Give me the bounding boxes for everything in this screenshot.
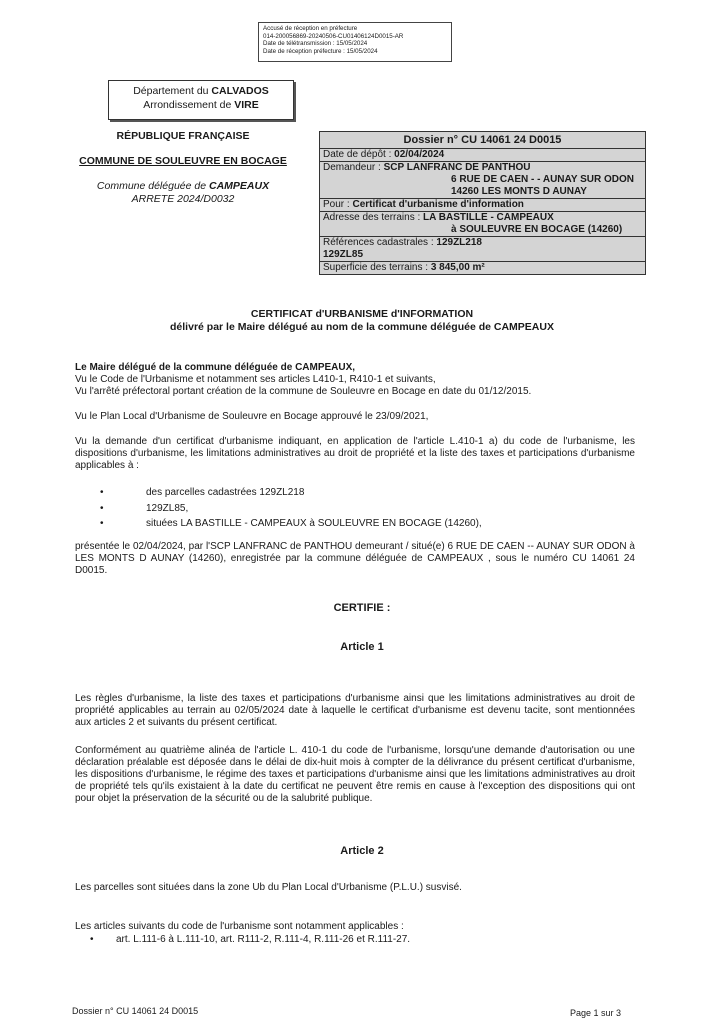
- vu-line: Vu le Code de l'Urbanisme et notamment ses articles L410-1, R410-1 et suivants,: [75, 374, 436, 385]
- dossier-superficie: Superficie des terrains : 3 845,00 m²: [320, 261, 645, 274]
- bullet-item: 129ZL85,: [146, 503, 189, 514]
- dossier-title: Dossier n° CU 14061 24 D0015: [403, 134, 562, 146]
- dossier-references: Références cadastrales : 129ZL218 129ZL85: [320, 236, 645, 261]
- reception-stamp: [258, 22, 452, 62]
- commune-heading: COMMUNE DE SOULEUVRE EN BOCAGE: [79, 155, 287, 167]
- certificate-title: CERTIFICAT d'URBANISME d'INFORMATION délivré par le Maire délégué au nom de la commune déléguée de CAMPEAUX: [170, 308, 554, 333]
- vu-demande: Vu la demande d'un certificat d'urbanisme indiquant, en application de l'article L.410-1 a) du code de l'urbanisme, les dispositions d'urbanisme, les limitations administratives au droit de propriété et la liste des taxes et participations d'urbanisme applicables à :: [75, 436, 635, 471]
- department-line: Département du CALVADOS: [133, 85, 269, 97]
- presentee-paragraph: présentée le 02/04/2024, par l'SCP LANFRANC de PANTHOU demeurant / situé(e) 6 RUE DE CAEN -- AUNAY SUR ODON à LES MONTS D AUNAY (14260), enregistrée par la commune déléguée de CAMPEAUX , sous le numéro CU 14061 24 D0015.: [75, 541, 635, 576]
- dossier-adresse: Adresse des terrains : LA BASTILLE - CAMPEAUX à SOULEUVRE EN BOCAGE (14260): [320, 211, 645, 236]
- bullet-dot: •: [100, 518, 104, 529]
- article-2-paragraph-1: Les parcelles sont situées dans la zone Ub du Plan Local d'Urbanisme (P.L.U.) susvisé.: [75, 882, 462, 893]
- dossier-demandeur: Demandeur : SCP LANFRANC DE PANTHOU 6 RUE DE CAEN - - AUNAY SUR ODON 14260 LES MONTS D AUNAY: [320, 161, 645, 198]
- vu-plu: Vu le Plan Local d'Urbanisme de Souleuvre en Bocage approuvé le 23/09/2021,: [75, 411, 429, 422]
- dossier-box: [319, 131, 646, 275]
- article-1-heading: Article 1: [340, 641, 384, 653]
- arrete-number: ARRETE 2024/D0032: [131, 193, 235, 205]
- certifie-heading: CERTIFIE :: [333, 602, 391, 614]
- article-1-paragraph-1: Les règles d'urbanisme, la liste des taxes et participations d'urbanisme ainsi que les limitations administratives au droit de propriété applicables au terrain au 02/05/2024 date à laquelle le certificat d'urbanisme est devenu tacite, sont mentionnées aux articles 2 et suivants du présent certificat.: [75, 693, 635, 728]
- article-2-heading: Article 2: [340, 845, 384, 857]
- stamp-line: 014-200056869-20240506-CU01406124D0015-AR: [263, 32, 404, 40]
- article-2-paragraph-2: Les articles suivants du code de l'urbanisme sont notamment applicables :: [75, 921, 404, 932]
- stamp-line: Date de télétransmission : 15/05/2024: [263, 40, 368, 48]
- article-2-bullet: art. L.111-6 à L.111-10, art. R111-2, R.111-4, R.111-26 et R.111-27.: [116, 934, 411, 945]
- dossier-pour: Pour : Certificat d'urbanisme d'information: [320, 198, 645, 211]
- republique-heading: RÉPUBLIQUE FRANÇAISE: [116, 130, 250, 142]
- footer-dossier: Dossier n° CU 14061 24 D0015: [72, 1006, 199, 1016]
- dossier-depot: Date de dépôt : 02/04/2024: [320, 148, 645, 161]
- bullet-item: situées LA BASTILLE - CAMPEAUX à SOULEUVRE EN BOCAGE (14260),: [146, 518, 482, 529]
- department-box: [108, 80, 294, 120]
- commune-deleguee: Commune déléguée de CAMPEAUX ARRETE 2024/D0032: [70, 180, 296, 206]
- bullet-dot: •: [100, 487, 104, 498]
- bullet-dot: •: [90, 934, 94, 945]
- intro-block: [75, 362, 635, 398]
- bullet-dot: •: [100, 503, 104, 514]
- arrondissement-line: Arrondissement de VIRE: [143, 99, 259, 111]
- vu-line: Vu l'arrêté préfectoral portant création de la commune de Souleuvre en Bocage en date du 01/12/2015.: [75, 386, 532, 397]
- stamp-line: Date de réception préfecture : 15/05/2024: [263, 47, 378, 55]
- maire-line: Le Maire délégué de la commune déléguée de CAMPEAUX,: [75, 362, 356, 373]
- page-number: Page 1 sur 3: [570, 1008, 622, 1018]
- bullet-item: des parcelles cadastrées 129ZL218: [146, 487, 305, 498]
- stamp-line: Accusé de réception en préfecture: [263, 25, 358, 32]
- article-1-paragraph-2: Conformément au quatrième alinéa de l'article L. 410-1 du code de l'urbanisme, lorsqu'une demande d'autorisation ou une déclaration préalable est déposée dans le délai de dix-huit mois à compter de la délivrance du présent certificat d'urbanisme, les dispositions d'urbanisme, le régime des taxes et participations d'urbanisme ainsi que les limitations administratives au droit de propriété tels qu'ils existaient à la date du certificat ne peuvent être remis en cause à l'exception des dispositions qui ont pour objet la préservation de la sécurité ou de la salubrité publique.: [75, 745, 635, 804]
